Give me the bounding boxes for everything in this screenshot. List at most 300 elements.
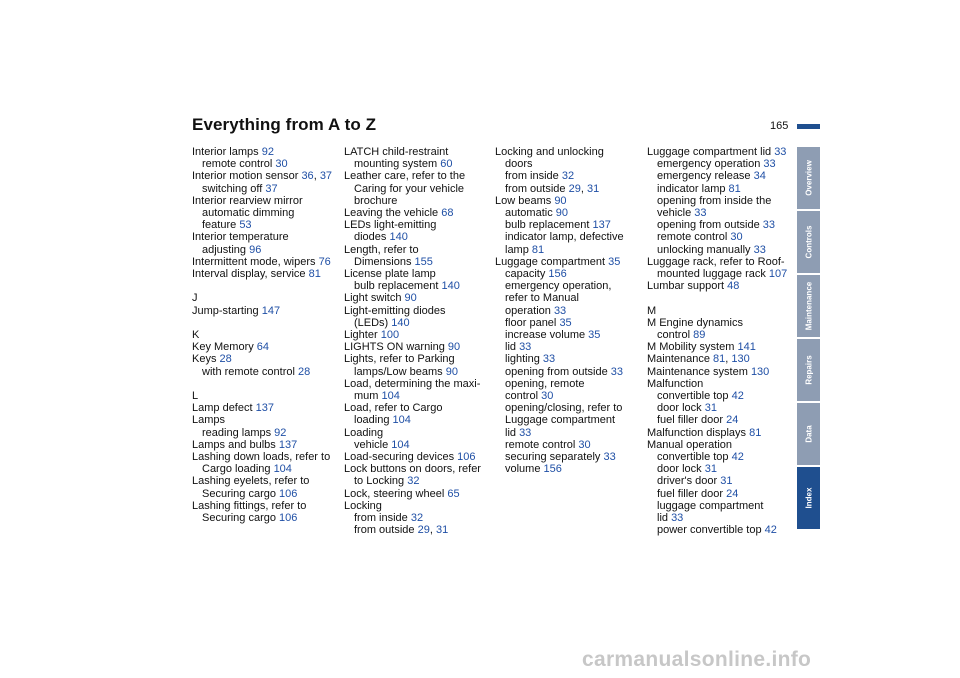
index-entry-text: M Engine dynamics	[647, 316, 743, 329]
page-reference-link[interactable]: 33	[762, 219, 776, 232]
index-entry-text: lid	[505, 341, 520, 354]
page-reference-link[interactable]: 30	[541, 390, 554, 403]
page-reference-link[interactable]: 33	[542, 353, 556, 366]
page-reference-link[interactable]: 89	[693, 329, 706, 342]
index-entry	[344, 183, 494, 195]
index-entry	[192, 451, 342, 463]
index-entry-text: remote control	[505, 438, 579, 451]
page-reference-link[interactable]: 33	[763, 158, 776, 171]
index-entry	[344, 292, 494, 304]
index-entry-text: Manual operation	[647, 438, 733, 451]
index-entry-text: lid	[505, 426, 520, 439]
tab-controls[interactable]	[797, 211, 820, 273]
index-entry-text: Lashing fittings, refer to	[192, 499, 307, 512]
index-entry-text: LEDs light-emitting	[344, 219, 437, 232]
index-entry-text: adjusting	[202, 243, 250, 256]
index-entry-text: Luggage compartment lid	[647, 146, 775, 158]
index-entry	[647, 463, 797, 475]
index-entry: from outside 29, 31	[505, 182, 600, 195]
index-entry	[647, 158, 797, 170]
index-entry-text: Securing cargo	[202, 487, 280, 500]
spacer	[647, 292, 797, 304]
index-entry	[344, 427, 494, 439]
tab-label: Index	[804, 487, 813, 509]
index-entry	[192, 463, 342, 475]
page-reference-link[interactable]: 106	[457, 451, 476, 464]
index-entry	[647, 280, 797, 292]
index-entry	[495, 463, 645, 475]
page-reference-link[interactable]: 31	[435, 524, 449, 537]
index-entry-text: power convertible top	[657, 524, 765, 537]
index-entry	[647, 170, 797, 182]
tab-label: Data	[804, 425, 813, 443]
page-reference-link[interactable]: 53	[239, 219, 252, 232]
page-reference-link[interactable]: 137	[592, 219, 611, 232]
index-entry	[647, 475, 797, 487]
index-entry	[495, 195, 645, 207]
index-entry	[647, 390, 797, 402]
index-entry-text: opening/closing, refer to	[505, 402, 623, 415]
tab-repairs[interactable]	[797, 339, 820, 401]
index-entry	[495, 244, 645, 256]
index-entry	[344, 219, 494, 231]
index-entry-text: remote control	[657, 231, 731, 244]
page-reference-link[interactable]: 81	[531, 243, 545, 256]
page-reference-link[interactable]: 100	[380, 329, 400, 342]
index-entry-text: door lock	[657, 402, 705, 415]
index-entry	[647, 414, 797, 426]
page-reference-link[interactable]: 96	[249, 243, 262, 256]
page-reference-link[interactable]: 30	[578, 438, 591, 451]
index-entry-text: Caring for your vehicle	[354, 182, 465, 195]
tab-overview[interactable]	[797, 147, 820, 209]
index-entry	[192, 488, 342, 500]
page-reference-link[interactable]: 140	[441, 280, 460, 293]
index-entry	[192, 414, 342, 426]
index-entry-text: Load-securing devices	[344, 451, 458, 464]
index-entry-text: Malfunction displays	[647, 426, 750, 439]
index-entry-text: indicator lamp, defective	[505, 231, 624, 244]
index-entry	[192, 427, 342, 439]
index-entry	[647, 256, 797, 268]
index-entry-text: Lights, refer to Parking	[344, 353, 455, 366]
index-entry	[344, 170, 494, 182]
index-entry	[495, 158, 645, 170]
page-reference-link[interactable]: 104	[392, 414, 411, 427]
index-entry	[495, 329, 645, 341]
page-reference-link[interactable]: 81	[728, 182, 741, 195]
index-entry	[344, 475, 494, 487]
index-entry	[647, 366, 797, 378]
index-entry-text: Cargo loading	[202, 463, 274, 476]
index-entry	[495, 353, 645, 365]
index-entry	[344, 195, 494, 207]
page-reference-link[interactable]: 90	[447, 341, 461, 354]
index-entry	[495, 305, 645, 317]
index-entry-text: Dimensions	[354, 255, 415, 268]
index-entry	[647, 427, 797, 439]
page-title: Everything from A to Z	[192, 115, 377, 134]
index-entry-text: lamp	[505, 243, 532, 256]
index-entry	[344, 207, 494, 219]
page-reference-link[interactable]: 92	[274, 426, 287, 439]
index-entry-text: Interval display, service	[192, 268, 309, 281]
index-entry-text: Lamps	[192, 414, 226, 427]
index-entry-text: Lashing eyelets, refer to	[192, 475, 310, 488]
index-entry-text: from outside	[505, 182, 569, 195]
index-entry-text: operation	[505, 304, 554, 317]
index-entry	[495, 170, 645, 182]
index-entry	[647, 244, 797, 256]
index-entry-text: Malfunction	[647, 377, 704, 390]
index-entry	[344, 158, 494, 170]
index-entry	[344, 390, 494, 402]
index-entry-text: driver's door	[657, 475, 721, 488]
index-entry-text: Leaving the vehicle	[344, 207, 442, 220]
tab-label: Maintenance	[804, 281, 813, 331]
page-reference-link[interactable]: 155	[414, 255, 433, 268]
index-entry	[344, 488, 494, 500]
page-reference-link[interactable]: 29	[417, 524, 430, 537]
index-entry-text: K	[192, 329, 200, 342]
index-entry	[647, 439, 797, 451]
index-entry-text: luggage compartment	[657, 499, 764, 512]
page-reference-link[interactable]: 156	[543, 463, 562, 476]
index-entry-text: bulb replacement	[354, 280, 442, 293]
index-entry-text: automatic	[505, 207, 556, 220]
index-entry-text: from inside	[354, 512, 411, 525]
index-entry-text: control	[657, 329, 694, 342]
index-entry-text: Keys	[192, 353, 220, 366]
index-entry	[495, 146, 645, 158]
page-reference-link[interactable]: 65	[447, 487, 460, 500]
page-reference-link[interactable]: 137	[278, 438, 298, 451]
page-reference-link[interactable]: 64	[256, 341, 270, 354]
index-entry	[344, 378, 494, 390]
index-entry	[192, 219, 342, 231]
index-entry-text: Interior motion sensor	[192, 170, 302, 183]
page-reference-link[interactable]: 29	[568, 182, 581, 195]
index-entry	[647, 268, 797, 280]
index-entry-text: Lock buttons on doors, refer	[344, 463, 481, 476]
index-entry	[344, 451, 494, 463]
index-entry	[344, 402, 494, 414]
page-reference-link[interactable]: 31	[704, 463, 717, 476]
index-entry-text: mounting system	[354, 158, 441, 171]
index-entry	[192, 305, 342, 317]
page-reference-link[interactable]: 42	[731, 390, 744, 403]
index-entry	[192, 366, 342, 378]
page-reference-link[interactable]: 90	[555, 207, 568, 220]
index-entry-text: increase volume	[505, 329, 589, 342]
index-entry	[192, 439, 342, 451]
index-entry	[344, 305, 494, 317]
index-entry-text: Interior temperature	[192, 231, 289, 244]
page-reference-link[interactable]: 33	[753, 243, 766, 256]
page-reference-link[interactable]: 33	[774, 146, 787, 158]
index-entry	[192, 244, 342, 256]
page-reference-link[interactable]: 130	[750, 365, 770, 378]
index-entry	[344, 256, 494, 268]
page-number: 165	[770, 120, 789, 132]
index-entry-text: (LEDs)	[354, 316, 392, 329]
page-reference-link[interactable]: 81	[308, 268, 321, 281]
index-entry-text: Low beams	[495, 194, 555, 207]
index-entry	[647, 488, 797, 500]
index-entry	[344, 341, 494, 353]
index-entry	[192, 353, 342, 365]
index-entry-text: with remote control	[202, 365, 298, 378]
index-entry-text: J	[192, 292, 198, 305]
index-entry-text: Light-emitting diodes	[344, 304, 446, 317]
index-entry-text: remote control	[202, 158, 276, 171]
index-entry-text: securing separately	[505, 451, 604, 464]
index-entry	[344, 317, 494, 329]
index-entry	[647, 512, 797, 524]
page-reference-link[interactable]: 90	[404, 292, 417, 305]
page-reference-link[interactable]: 37	[319, 170, 333, 183]
index-entry-text: Lock, steering wheel	[344, 487, 448, 500]
index-column-1	[192, 146, 342, 524]
index-entry-text: mounted luggage rack	[657, 268, 769, 281]
index-entry-text: diodes	[354, 231, 390, 244]
index-entry	[495, 414, 645, 426]
tab-maintenance[interactable]	[797, 275, 820, 337]
index-entry	[192, 195, 342, 207]
page-reference-link[interactable]: 48	[727, 280, 740, 293]
page-reference-link[interactable]: 31	[720, 475, 733, 488]
index-entry	[192, 231, 342, 243]
index-entry	[192, 207, 342, 219]
index-entry-text: Load, refer to Cargo	[344, 402, 443, 415]
index-entry	[495, 378, 645, 390]
index-entry-text: Key Memory	[192, 341, 257, 354]
index-entry	[495, 366, 645, 378]
index-entry	[495, 341, 645, 353]
index-entry-text: Luggage compartment	[495, 255, 609, 268]
index-entry-text: Jump-starting	[192, 304, 262, 317]
index-entry-text: Lumbar support	[647, 280, 728, 293]
page-reference-link[interactable]: 30	[730, 231, 743, 244]
index-entry	[647, 195, 797, 207]
index-entry-text: emergency release	[657, 170, 754, 183]
index-entry	[495, 390, 645, 402]
page-reference-link[interactable]: 156	[548, 268, 567, 281]
page-reference-link[interactable]: 104	[391, 438, 410, 451]
spacer	[192, 280, 342, 292]
tab-data[interactable]	[797, 403, 820, 465]
page-reference-link[interactable]: 33	[610, 365, 624, 378]
index-entry-text: lighting	[505, 353, 543, 366]
page-reference-link[interactable]: 35	[588, 329, 601, 342]
page-reference-link[interactable]: 81	[749, 426, 762, 439]
index-letter-heading	[192, 292, 342, 304]
index-entry-text: from inside	[505, 170, 562, 183]
index-entry	[192, 256, 342, 268]
page-reference-link[interactable]: 33	[694, 207, 707, 220]
index-entry	[495, 231, 645, 243]
index-entry-text: automatic dimming	[202, 207, 295, 220]
page-reference-link[interactable]: 90	[445, 365, 458, 378]
watermark-text: carmanualsonline.info	[582, 648, 812, 671]
index-entry	[344, 329, 494, 341]
page-reference-link[interactable]: 104	[381, 390, 400, 403]
page-reference-link[interactable]: 28	[297, 365, 311, 378]
page-reference-link[interactable]: 140	[391, 316, 410, 329]
index-entry-text: fuel filler door	[657, 414, 727, 427]
index-entry	[192, 512, 342, 524]
index-entry-text: Intermittent mode, wipers	[192, 255, 319, 268]
index-entry-text: loading	[354, 414, 393, 427]
page-reference-link[interactable]: 104	[273, 463, 292, 476]
index-entry-text: M	[647, 304, 657, 317]
page-reference-link[interactable]: 32	[410, 512, 424, 525]
tab-index[interactable]	[797, 467, 820, 529]
page-reference-link[interactable]: 33	[671, 512, 684, 525]
index-entry	[192, 500, 342, 512]
page-reference-link[interactable]: 35	[608, 255, 621, 268]
page-reference-link[interactable]: 33	[603, 451, 616, 464]
page-reference-link[interactable]: 137	[255, 402, 274, 415]
page-reference-link[interactable]: 33	[519, 426, 532, 439]
page-reference-link[interactable]: 34	[753, 170, 766, 183]
index-entry-text: Load, determining the maxi-	[344, 377, 481, 390]
index-entry-text: volume	[505, 463, 544, 476]
index-entry	[344, 268, 494, 280]
page-reference-link[interactable]: 32	[407, 475, 420, 488]
page-reference-link[interactable]: 42	[764, 524, 777, 537]
page-reference-link[interactable]: 31	[704, 402, 717, 415]
index-entry-text: opening from outside	[505, 365, 611, 378]
index-entry	[495, 219, 645, 231]
page-reference-link[interactable]: 147	[261, 304, 281, 317]
page-reference-link[interactable]: 37	[265, 182, 278, 195]
index-entry-text: reading lamps	[202, 426, 275, 439]
index-entry	[495, 292, 645, 304]
index-entry	[647, 146, 797, 158]
index-entry	[647, 451, 797, 463]
index-entry	[647, 341, 797, 353]
index-entry	[495, 439, 645, 451]
index-entry	[495, 207, 645, 219]
index-entry: Interior motion sensor 36, 37	[192, 170, 333, 183]
index-entry	[344, 414, 494, 426]
index-column-3	[495, 146, 645, 475]
page-reference-link[interactable]: 107	[768, 268, 788, 281]
index-entry-text: floor panel	[505, 316, 560, 329]
page-reference-link[interactable]: 33	[519, 341, 532, 354]
page-reference-link[interactable]: 36	[301, 170, 314, 183]
index-entry-text: L	[192, 390, 199, 403]
index-entry-text: convertible top	[657, 390, 732, 403]
index-entry	[495, 280, 645, 292]
index-entry-text: mum	[354, 390, 382, 403]
index-entry-text: Lamps and bulbs	[192, 438, 279, 451]
index-entry	[192, 146, 342, 158]
index-entry	[495, 268, 645, 280]
index-entry	[344, 512, 494, 524]
page-reference-link[interactable]: 42	[731, 451, 744, 464]
index-entry-text: capacity	[505, 268, 549, 281]
index-entry-text: lamps/Low beams	[354, 365, 446, 378]
index-letter-heading	[647, 305, 797, 317]
page-reference-link[interactable]: 60	[440, 158, 453, 171]
page-reference-link[interactable]: 24	[726, 414, 739, 427]
index-entry-text: doors	[505, 158, 533, 171]
page-reference-link[interactable]: 141	[737, 341, 756, 354]
index-entry	[647, 329, 797, 341]
page-reference-link[interactable]: 76	[318, 255, 331, 268]
index-entry	[647, 500, 797, 512]
page-reference-link[interactable]: 32	[561, 170, 575, 183]
index-entry	[192, 341, 342, 353]
page-reference-link[interactable]: 106	[279, 512, 298, 525]
page-reference-link[interactable]: 31	[586, 182, 600, 195]
page-reference-link[interactable]: 140	[389, 231, 408, 244]
index-entry-text: control	[505, 390, 542, 403]
index-entry	[647, 524, 797, 536]
index-entry-text: vehicle	[657, 207, 695, 220]
index-entry	[647, 378, 797, 390]
page-reference-link[interactable]: 35	[559, 316, 572, 329]
page-reference-link[interactable]: 130	[731, 353, 750, 366]
index-entry-text: License plate lamp	[344, 268, 436, 281]
index-entry-text: Lamp defect	[192, 402, 256, 415]
index-entry	[192, 475, 342, 487]
index-entry-text: opening from inside the	[657, 194, 772, 207]
index-entry-text: door lock	[657, 463, 705, 476]
spacer	[192, 317, 342, 329]
page-reference-link[interactable]: 68	[441, 207, 454, 220]
index-entry: from outside 29, 31	[354, 524, 449, 537]
page-reference-link[interactable]: 81	[713, 353, 726, 366]
index-entry	[495, 451, 645, 463]
page-reference-link[interactable]: 106	[279, 487, 298, 500]
page-reference-link[interactable]: 24	[726, 487, 739, 500]
page-reference-link[interactable]: 28	[219, 353, 232, 366]
page-reference-link[interactable]: 33	[553, 304, 567, 317]
index-entry-text: M Mobility system	[647, 341, 738, 354]
index-entry	[647, 219, 797, 231]
index-entry-text: Maintenance	[647, 353, 714, 366]
index-entry	[647, 231, 797, 243]
page-reference-link[interactable]: 30	[275, 158, 288, 171]
index-entry-text: Locking and unlocking	[495, 146, 604, 158]
index-entry-text: Lighter	[344, 329, 381, 342]
index-letter-heading	[192, 390, 342, 402]
page-reference-link[interactable]: 92	[261, 146, 274, 158]
index-entry-text: Lashing down loads, refer to	[192, 451, 331, 464]
index-entry-text: Loading	[344, 426, 384, 439]
index-entry	[344, 353, 494, 365]
index-entry-text: feature	[202, 219, 240, 232]
index-entry	[344, 439, 494, 451]
index-entry-text: to Locking	[354, 475, 408, 488]
page-reference-link[interactable]: 90	[554, 194, 567, 207]
index-entry-text: unlocking manually	[657, 243, 754, 256]
index-entry	[495, 256, 645, 268]
index-letter-heading	[192, 329, 342, 341]
index-entry-text: opening from outside	[657, 219, 763, 232]
index-entry-text: emergency operation	[657, 158, 764, 171]
index-entry	[344, 500, 494, 512]
index-entry	[495, 317, 645, 329]
index-entry-text: fuel filler door	[657, 487, 727, 500]
index-entry-text: switching off	[202, 182, 266, 195]
index-entry-text: Luggage rack, refer to Roof-	[647, 255, 785, 268]
index-entry-text: Locking	[344, 499, 382, 512]
index-entry-text: Leather care, refer to the	[344, 170, 466, 183]
